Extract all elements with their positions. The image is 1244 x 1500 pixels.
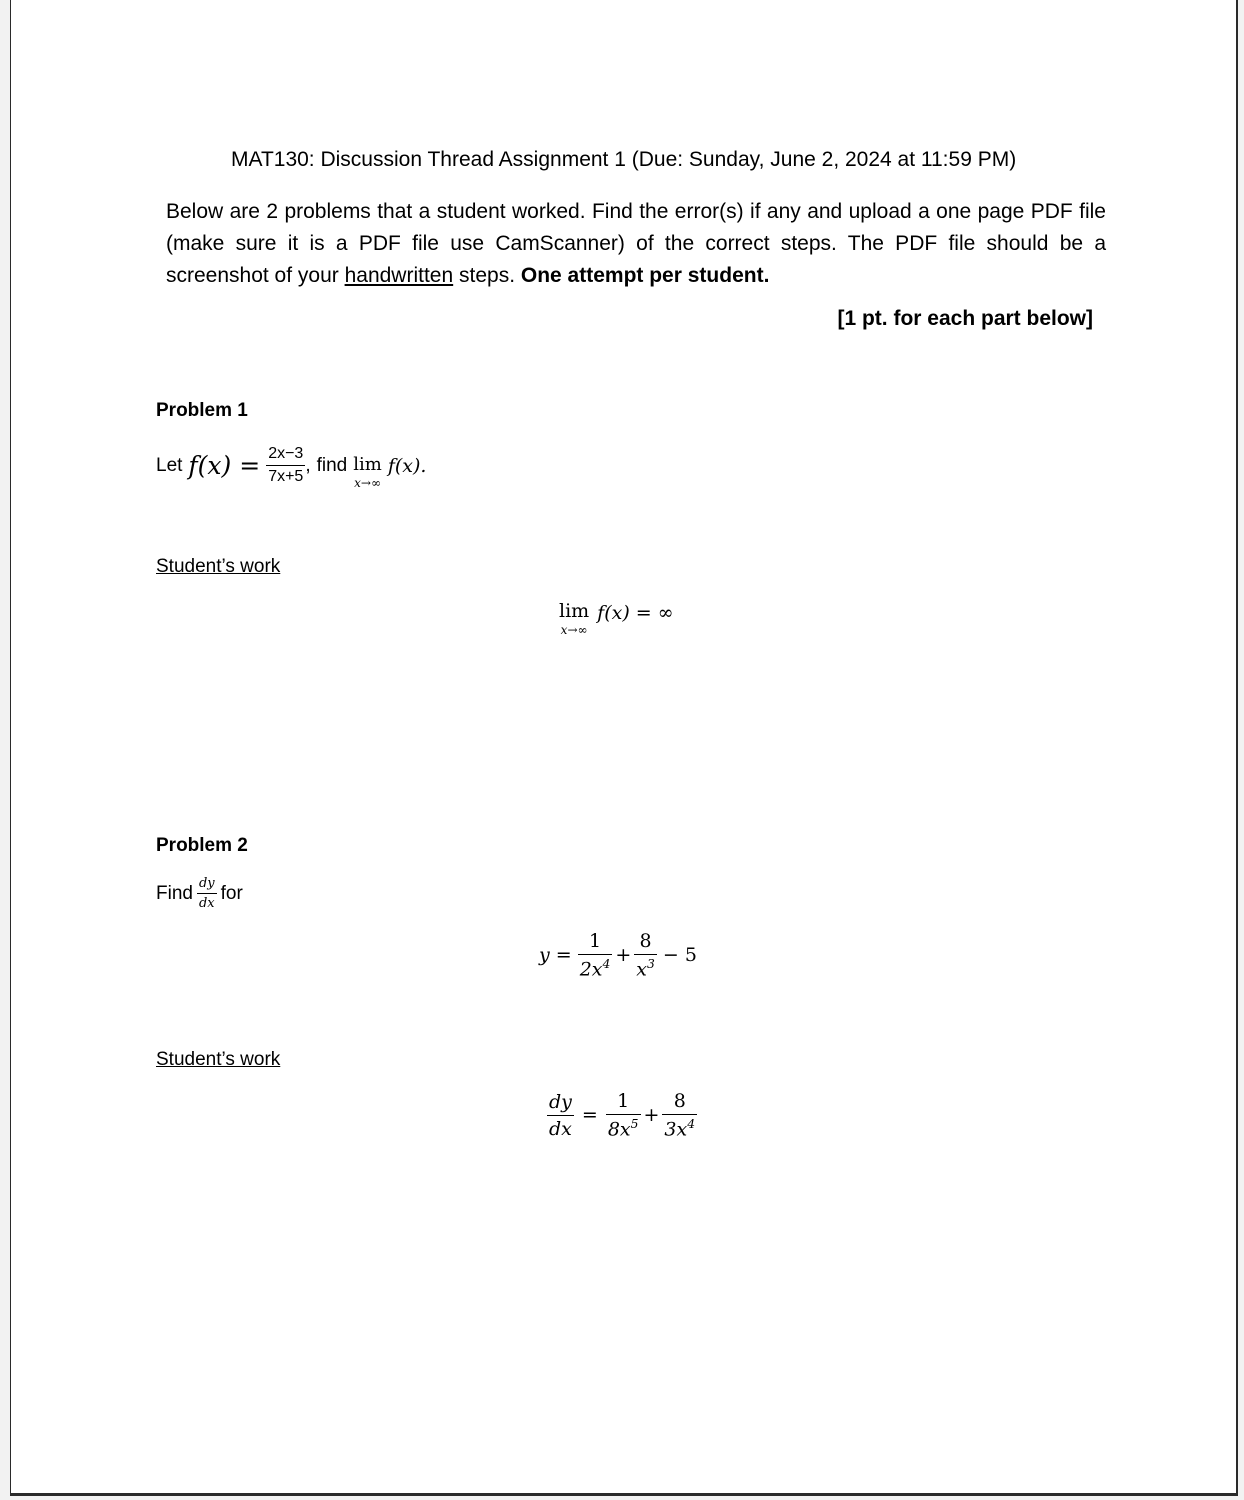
problem2-answer-term2 [662, 1090, 697, 1140]
problem1-let: Let [156, 454, 183, 476]
problem2-term2-exp: 3 [647, 957, 655, 971]
problem2-function [539, 930, 697, 980]
problem2-answer-term2-num: 8 [673, 1090, 686, 1112]
problem1-function: f(x) = [188, 451, 261, 480]
problem2-term1-den: 2x [579, 958, 603, 981]
problem1-answer-lim-subscript: x→∞ [560, 623, 588, 637]
problem1-comma: , [305, 454, 311, 476]
problem2-answer-term2-exp: 4 [687, 1117, 696, 1131]
problem1-statement [156, 442, 426, 489]
problem1-find: find [316, 454, 348, 476]
problem2-y-equals: y = [539, 944, 572, 967]
problem2-answer-term1-den: 8x [607, 1118, 631, 1141]
problem1-answer-lim-text: lim [559, 600, 590, 622]
problem1-denominator: 7x+5 [266, 465, 305, 486]
problem2-term2-den: x [636, 958, 648, 981]
assignment-title: MAT130: Discussion Thread Assignment 1 (Due: Sunday, June 2, 2024 at 11:59 PM) [231, 148, 1017, 171]
problem2-answer-plus: + [643, 1104, 660, 1127]
problem2-work-label: Student’s work [156, 1049, 281, 1070]
problem2-student-answer [547, 1090, 697, 1140]
problem2-find: Find [156, 882, 193, 904]
problem2-answer-term2-den-wrap [662, 1114, 697, 1140]
problem2-term1-den-wrap [578, 954, 613, 980]
instructions-bold-note: One attempt per student. [520, 264, 770, 287]
problem2-term2 [634, 930, 657, 980]
instructions-text-1: Below are 2 problems that a student worked. Find the error(s) if any and upload a one page PDF file (make sure it is a PDF file use CamScanner) of the correct steps. The PDF file should be a screenshot of your [166, 200, 1106, 287]
problem2-answer-dy: dy [549, 1090, 572, 1113]
problem1-lim-text: lim [353, 454, 382, 475]
points-note: [1 pt. for each part below] [837, 307, 1093, 330]
problem2-for: for [220, 882, 243, 904]
problem1-limit [353, 456, 382, 489]
problem2-statement [156, 876, 243, 911]
problem1-work-label: Student’s work [156, 556, 281, 577]
problem2-constant: − 5 [662, 944, 697, 967]
problem2-dx: dx [197, 893, 217, 911]
instructions-text-2: steps. [453, 264, 521, 287]
problem1-answer-expression: f(x) = ∞ [597, 602, 674, 624]
problem2-term2-num: 8 [639, 930, 652, 952]
problem2-answer-term1 [606, 1090, 641, 1140]
problem2-term1 [578, 930, 613, 980]
problem1-lim-subscript: x→∞ [354, 476, 381, 490]
problem1-lim-target: f(x). [387, 454, 427, 477]
problem2-term2-den-wrap [634, 954, 657, 980]
problem2-term1-exp: 4 [602, 957, 611, 971]
problem1-numerator: 2x−3 [268, 445, 304, 462]
problem1-answer-limit [559, 602, 589, 636]
problem2-term1-num: 1 [588, 930, 602, 952]
problem2-heading: Problem 2 [156, 835, 248, 856]
instructions-underlined-word: handwritten [344, 264, 454, 287]
problem2-answer-term2-den: 3x [664, 1118, 688, 1141]
problem2-derivative-symbol [197, 876, 217, 911]
problem1-fraction [266, 445, 305, 486]
problem1-student-answer [559, 602, 674, 636]
problem2-answer-dx: dx [547, 1115, 574, 1140]
instructions-paragraph [166, 196, 1106, 292]
problem2-plus: + [615, 944, 632, 967]
problem2-answer-term1-exp: 5 [630, 1117, 639, 1131]
problem1-heading: Problem 1 [156, 400, 248, 421]
problem2-answer-term1-num: 1 [617, 1090, 630, 1112]
problem2-answer-equals: = [581, 1104, 598, 1127]
problem2-answer-derivative [547, 1091, 574, 1140]
problem2-answer-term1-den-wrap [606, 1114, 641, 1140]
document-page [10, 0, 1238, 1496]
problem2-dy: dy [198, 876, 215, 891]
